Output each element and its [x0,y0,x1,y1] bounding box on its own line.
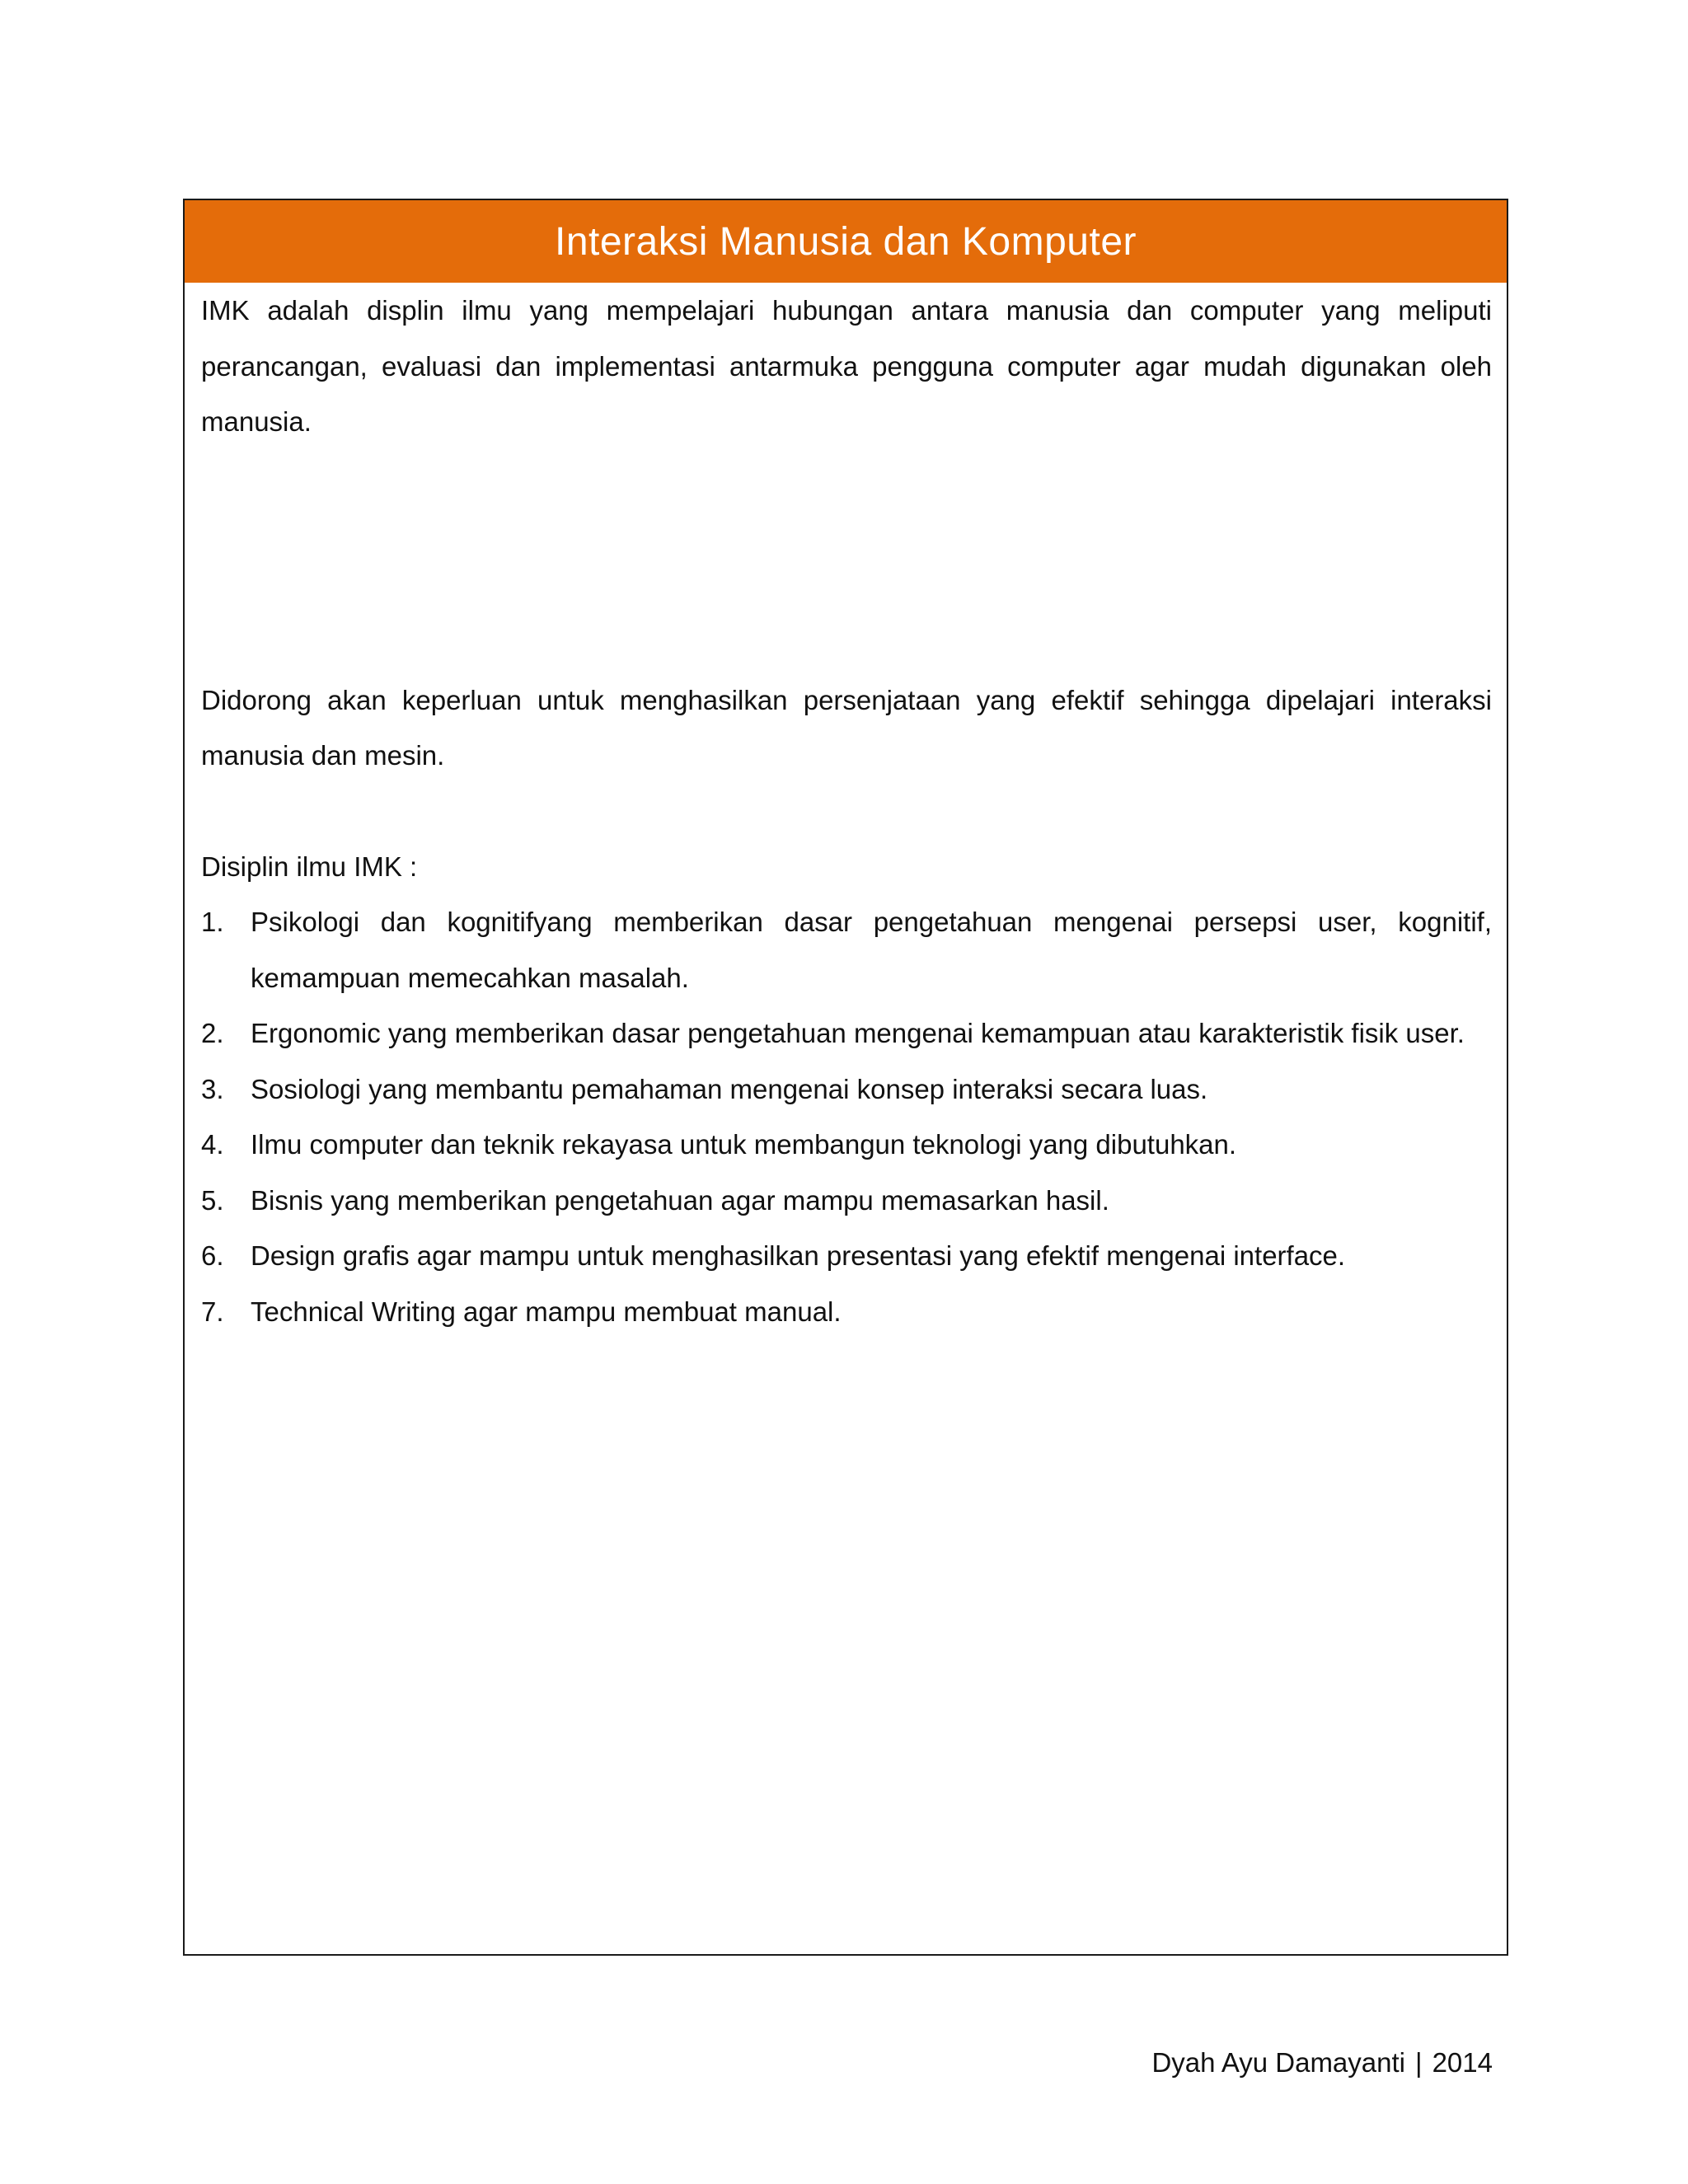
content-box [183,199,1508,1956]
list-item-text: Psikologi dan kognitifyang memberikan dasar pengetahuan mengenai persepsi user, kognitif, kemampuan memecahkan masalah. [251,907,1492,993]
page-title: Interaksi Manusia dan Komputer [554,219,1137,264]
list-item [201,1062,1492,1118]
discipline-list [201,894,1492,1339]
list-number: 2. [201,1018,224,1048]
list-item [201,1173,1492,1229]
content-body [185,283,1507,1339]
list-heading: Disiplin ilmu IMK : [201,851,418,882]
footer-author: Dyah Ayu Damayanti [1151,2047,1405,2078]
footer-year: 2014 [1432,2047,1493,2078]
list-number: 1. [201,907,224,937]
history-paragraph: Didorong akan keperluan untuk menghasilkan persenjataan yang efektif sehingga dipelajari interaksi manusia dan mesin. [201,684,1492,771]
list-item [201,1228,1492,1284]
blank-space [201,450,1492,673]
page-footer [1151,2047,1493,2079]
list-item-text: Sosiologi yang membantu pemahaman mengenai konsep interaksi secara luas. [251,1073,1208,1104]
list-item-text: Bisnis yang memberikan pengetahuan agar mampu memasarkan hasil. [251,1184,1109,1216]
list-item-text: Technical Writing agar mampu membuat manual. [251,1296,842,1327]
list-item [201,1284,1492,1340]
list-number: 5. [201,1184,224,1216]
list-item [201,894,1492,1005]
list-number: 3. [201,1073,224,1104]
list-item [201,1005,1492,1062]
footer-separator: | [1415,2047,1423,2078]
list-item-text: Ergonomic yang memberikan dasar pengetahuan mengenai kemampuan atau karakteristik fisik user. [251,1018,1465,1048]
list-item-text: Design grafis agar mampu untuk menghasilkan presentasi yang efektif mengenai interface. [251,1240,1346,1271]
list-item-text: Ilmu computer dan teknik rekayasa untuk membangun teknologi yang dibutuhkan. [251,1129,1237,1160]
definition-paragraph: IMK adalah displin ilmu yang mempelajari hubungan antara manusia dan computer yang meliputi perancangan, evaluasi dan implementasi antarmuka pengguna computer agar mudah digunakan oleh manusia. [201,295,1492,437]
title-banner [185,200,1507,283]
blank-line [201,784,1492,839]
list-number: 4. [201,1129,224,1160]
list-number: 6. [201,1240,224,1271]
list-number: 7. [201,1296,224,1327]
list-item [201,1117,1492,1173]
